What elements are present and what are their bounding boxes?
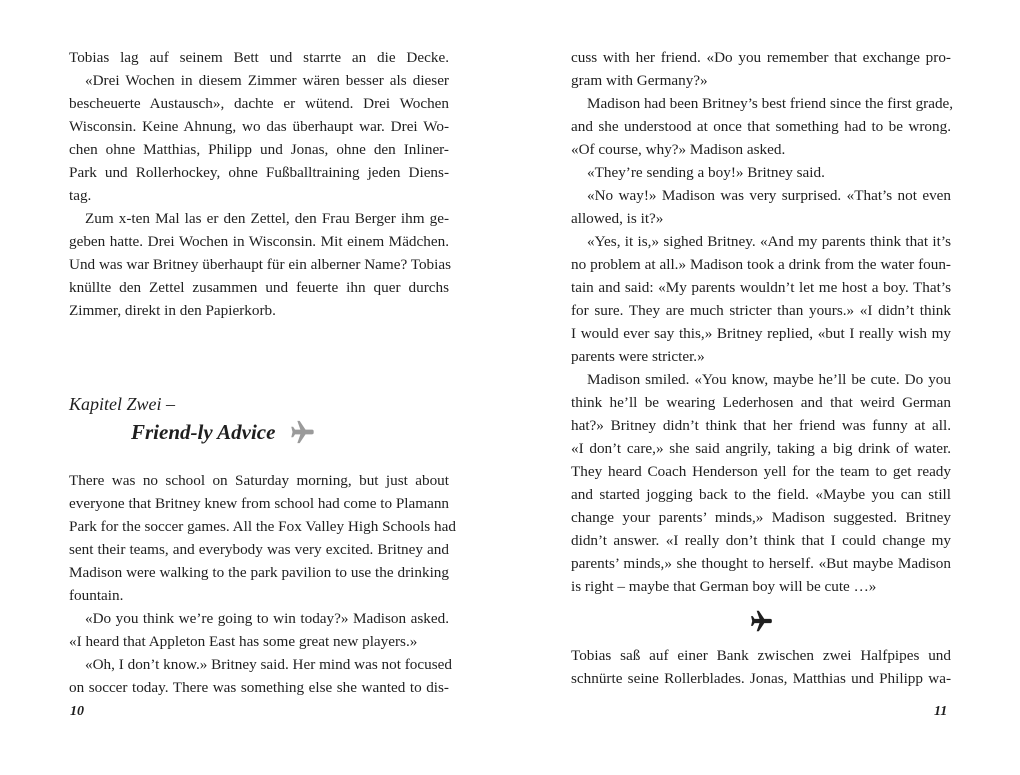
text-line: «Of course, why?» Madison asked. (571, 141, 786, 158)
chapter-title-row (69, 417, 449, 447)
text-line: think he’ll be wearing Lederhosen and that weird German (571, 394, 951, 411)
text-line: Zimmer, direkt in den Papierkorb. (69, 302, 276, 319)
text-line: Tobias saß auf einer Bank zwischen zwei Halfpipes und (571, 647, 951, 664)
text-line: chen ohne Matthias, Philipp und Jonas, ohne den Inliner- (69, 141, 449, 158)
page-number-right: 11 (934, 704, 948, 719)
text-line: fountain. (69, 587, 124, 604)
right-text-block-a (571, 46, 954, 598)
text-line: tag. (69, 187, 92, 204)
text-line: They heard Coach Henderson yell for the team to get ready (571, 463, 951, 480)
text-line: cuss with her friend. «Do you remember that exchange pro- (571, 49, 951, 66)
text-line: schnürte seine Rollerblades. Jonas, Matthias und Philipp wa- (571, 670, 951, 687)
text-line: «No way!» Madison was very surprised. «That’s not even (587, 187, 951, 204)
text-line: tain and said: «My parents wouldn’t let me host a boy. That’s (571, 279, 951, 296)
chapter-title: Friend-ly Advice (131, 420, 276, 444)
text-line: There was no school on Saturday morning, but just about (69, 472, 449, 489)
text-line: «Do you think we’re going to win today?» Madison asked. (85, 610, 449, 627)
airplane-icon (747, 608, 775, 634)
section-gap (69, 447, 449, 469)
airplane-icon (285, 418, 319, 446)
text-line: «They’re sending a boy!» Britney said. (587, 164, 825, 181)
text-line: Park und Rollerhockey, ohne Fußballtraining jeden Diens- (69, 164, 449, 181)
left-page (69, 46, 456, 699)
text-line: no problem at all.» Madison took a drink from the water foun- (571, 256, 951, 273)
text-line: change your parents’ minds,» Madison suggested. Britney (571, 509, 951, 526)
text-line: didn’t answer. «I really don’t think that I could change my (571, 532, 951, 549)
text-line: and started jogging back to the field. «Maybe you can still (571, 486, 951, 503)
text-line: «Oh, I don’t know.» Britney said. Her mind was not focused (85, 656, 452, 673)
text-line: «Drei Wochen in diesem Zimmer wären besser als dieser (85, 72, 449, 89)
text-line: gram with Germany?» (571, 72, 708, 89)
text-line: Tobias lag auf seinem Bett und starrte an die Decke. (69, 49, 449, 66)
text-line: everyone that Britney knew from school had come to Plamann (69, 495, 450, 512)
text-line: Madison smiled. «You know, maybe he’ll be cute. Do you (587, 371, 951, 388)
left-text-block-b (69, 469, 456, 699)
text-line: I would ever say this,» Britney replied, «but I really wish my (571, 325, 951, 342)
text-line: geben hatte. Drei Wochen in Wisconsin. Mit einem Mädchen. (69, 233, 449, 250)
text-line: on soccer today. There was something else she wanted to dis- (69, 679, 449, 696)
text-line: hat?» Britney didn’t think that her friend was funny at all. (571, 417, 951, 434)
text-line: sent their teams, and everybody was very excited. Britney and (69, 541, 449, 558)
chapter-label: Kapitel Zwei – (69, 394, 176, 414)
text-line: «I don’t care,» she said angrily, taking a big drink of water. (571, 440, 951, 457)
text-line: allowed, is it?» (571, 210, 664, 227)
text-line: is right – maybe that German boy will be cute …» (571, 578, 877, 595)
text-line: Wisconsin. Keine Ahnung, wo das überhaupt war. Drei Wo- (69, 118, 449, 135)
text-line: Madison were walking to the park pavilion to use the drinking (69, 564, 449, 581)
text-line: Und was war Britney überhaupt für ein alberner Name? Tobias (69, 256, 452, 273)
text-line: parents were stricter.» (571, 348, 705, 365)
text-line: Zum x-ten Mal las er den Zettel, den Frau Berger ihm ge- (85, 210, 449, 227)
scene-divider (571, 598, 951, 644)
text-line: and she understood at once that something had to be wrong. (571, 118, 951, 135)
text-line: «Yes, it is,» sighed Britney. «And my parents think that it’s (587, 233, 951, 250)
left-text-block-a (69, 46, 452, 322)
section-gap (69, 322, 449, 391)
right-page (571, 46, 954, 690)
text-line: «I heard that Appleton East has some great new players.» (69, 633, 418, 650)
text-line: knüllte den Zettel zusammen und feuerte ihn quer durchs (69, 279, 449, 296)
page-number-left: 10 (70, 704, 84, 719)
text-line: for sure. They are much stricter than yours.» «I didn’t think (571, 302, 951, 319)
text-line: parents’ minds,» she thought to herself. «But maybe Madison (571, 555, 951, 572)
text-line: Park for the soccer games. All the Fox Valley High Schools had (69, 518, 456, 535)
text-line: bescheuerte Austausch», dachte er wütend. Drei Wochen (69, 95, 449, 112)
text-line: Madison had been Britney’s best friend since the first grade, (587, 95, 954, 112)
right-text-block-b (571, 644, 951, 690)
